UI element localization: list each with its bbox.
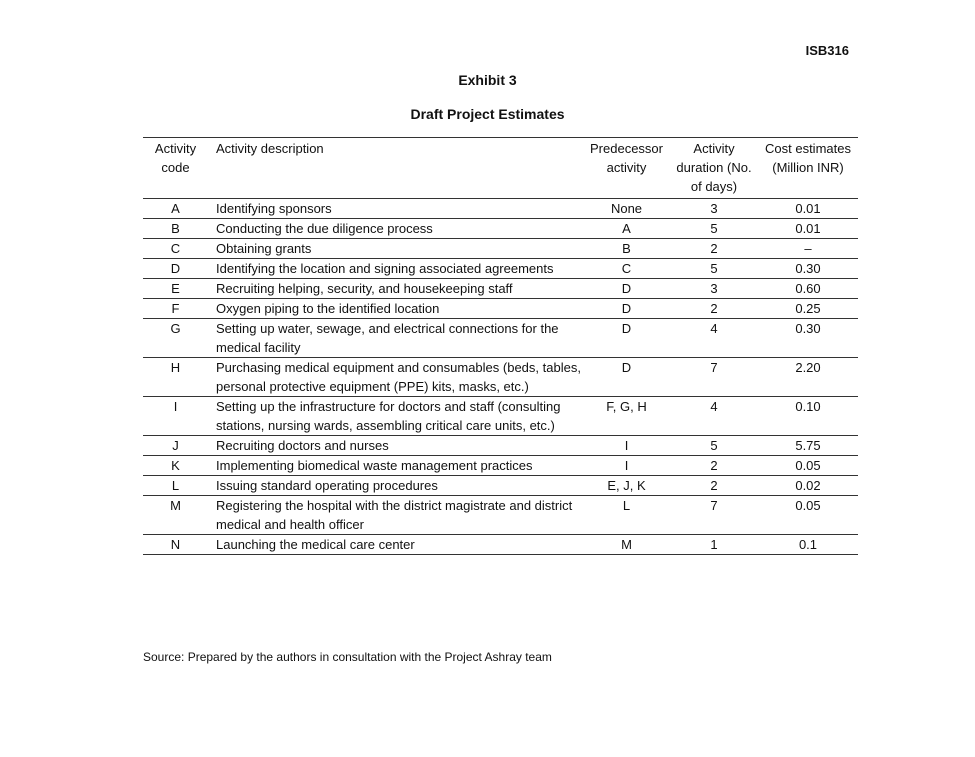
cell-cost: 0.30 bbox=[795, 261, 821, 276]
table-row bbox=[143, 496, 858, 535]
header-predecessor: Predecessor activity bbox=[590, 141, 663, 175]
cell-description: Identifying the location and signing associated agreements bbox=[216, 261, 554, 276]
cell-predecessor: D bbox=[621, 360, 632, 375]
cell-cost: 0.01 bbox=[795, 221, 821, 236]
source-note: Source: Prepared by the authors in consultation with the Project Ashray team bbox=[143, 650, 552, 664]
cell-predecessor: D bbox=[621, 281, 632, 296]
cell-code: N bbox=[170, 537, 181, 552]
cell-code: L bbox=[171, 478, 180, 493]
cell-predecessor: None bbox=[610, 201, 643, 216]
cell-predecessor: B bbox=[622, 241, 631, 256]
cell-predecessor: D bbox=[621, 321, 632, 336]
cell-code: G bbox=[170, 321, 181, 336]
document-code: ISB316 bbox=[805, 43, 849, 58]
cell-code: K bbox=[171, 458, 180, 473]
cell-cost: 5.75 bbox=[795, 438, 821, 453]
table-row bbox=[143, 299, 858, 319]
cell-code: E bbox=[171, 281, 180, 296]
table-row bbox=[143, 279, 858, 299]
cell-predecessor: I bbox=[624, 458, 629, 473]
cell-code: B bbox=[171, 221, 180, 236]
table-row bbox=[143, 358, 858, 397]
table-row bbox=[143, 259, 858, 279]
cell-duration: 3 bbox=[710, 201, 718, 216]
cell-predecessor: I bbox=[624, 438, 629, 453]
cell-cost: – bbox=[804, 241, 812, 256]
table-row bbox=[143, 319, 858, 358]
cell-description: Conducting the due diligence process bbox=[216, 221, 433, 236]
cell-duration: 2 bbox=[710, 478, 718, 493]
cell-description: Issuing standard operating procedures bbox=[216, 478, 438, 493]
cell-code: C bbox=[170, 241, 181, 256]
table-body bbox=[143, 199, 858, 555]
header-row bbox=[143, 138, 858, 199]
cell-predecessor: C bbox=[621, 261, 632, 276]
cell-duration: 4 bbox=[710, 321, 718, 336]
header-activity-description: Activity description bbox=[216, 141, 324, 156]
cell-description: Obtaining grants bbox=[216, 241, 312, 256]
cell-code: D bbox=[170, 261, 181, 276]
cell-description: Identifying sponsors bbox=[216, 201, 332, 216]
cell-cost: 0.1 bbox=[798, 537, 818, 552]
cell-duration: 2 bbox=[710, 241, 718, 256]
cell-code: F bbox=[171, 301, 180, 316]
cell-cost: 0.10 bbox=[795, 399, 821, 414]
cell-duration: 7 bbox=[710, 360, 718, 375]
cell-predecessor: F, G, H bbox=[606, 399, 647, 414]
header-activity-code: Activity code bbox=[154, 141, 197, 175]
table-header bbox=[143, 138, 858, 199]
cell-description: Setting up water, sewage, and electrical connections for the medical facility bbox=[216, 321, 559, 355]
exhibit-label: Exhibit 3 bbox=[458, 72, 517, 88]
cell-duration: 5 bbox=[710, 438, 718, 453]
cell-code: H bbox=[170, 360, 181, 375]
cell-predecessor: E, J, K bbox=[607, 478, 646, 493]
table-row bbox=[143, 535, 858, 555]
cell-code: I bbox=[173, 399, 178, 414]
cell-description: Registering the hospital with the district magistrate and district medical and health officer bbox=[216, 498, 573, 532]
cell-description: Purchasing medical equipment and consumables (beds, tables, personal protective equipment (PPE) kits, masks, etc.) bbox=[216, 360, 581, 394]
table-title: Draft Project Estimates bbox=[410, 106, 565, 122]
cell-code: J bbox=[172, 438, 179, 453]
cell-description: Launching the medical care center bbox=[216, 537, 415, 552]
cell-duration: 2 bbox=[710, 458, 718, 473]
cell-cost: 0.30 bbox=[795, 321, 821, 336]
table-row bbox=[143, 199, 858, 219]
table-row bbox=[143, 476, 858, 496]
cell-cost: 0.02 bbox=[795, 478, 821, 493]
estimates-table bbox=[143, 137, 858, 555]
cell-description: Recruiting helping, security, and housekeeping staff bbox=[216, 281, 513, 296]
cell-description: Implementing biomedical waste management practices bbox=[216, 458, 533, 473]
cell-code: A bbox=[171, 201, 180, 216]
header-cost: Cost estimates (Million INR) bbox=[765, 141, 851, 175]
estimates-table-container bbox=[143, 137, 850, 555]
table-row bbox=[143, 397, 858, 436]
cell-description: Setting up the infrastructure for doctors and staff (consulting stations, nursing wards, assembling critical care units, etc.) bbox=[216, 399, 561, 433]
cell-cost: 0.25 bbox=[795, 301, 821, 316]
cell-cost: 0.60 bbox=[795, 281, 821, 296]
cell-description: Recruiting doctors and nurses bbox=[216, 438, 389, 453]
cell-description: Oxygen piping to the identified location bbox=[216, 301, 440, 316]
cell-cost: 2.20 bbox=[795, 360, 821, 375]
cell-code: M bbox=[170, 498, 181, 513]
cell-duration: 4 bbox=[710, 399, 718, 414]
cell-cost: 0.05 bbox=[795, 458, 821, 473]
cell-duration: 2 bbox=[710, 301, 718, 316]
header-duration: Activity duration (No. of days) bbox=[676, 141, 752, 194]
cell-predecessor: L bbox=[622, 498, 631, 513]
cell-duration: 5 bbox=[710, 221, 718, 236]
table-row bbox=[143, 239, 858, 259]
cell-predecessor: M bbox=[621, 537, 632, 552]
cell-duration: 1 bbox=[710, 537, 718, 552]
cell-duration: 5 bbox=[710, 261, 718, 276]
cell-predecessor: D bbox=[621, 301, 632, 316]
cell-duration: 7 bbox=[710, 498, 718, 513]
table-row bbox=[143, 456, 858, 476]
cell-cost: 0.01 bbox=[795, 201, 821, 216]
cell-cost: 0.05 bbox=[795, 498, 821, 513]
table-row bbox=[143, 436, 858, 456]
cell-predecessor: A bbox=[622, 221, 631, 236]
cell-duration: 3 bbox=[710, 281, 718, 296]
table-row bbox=[143, 219, 858, 239]
